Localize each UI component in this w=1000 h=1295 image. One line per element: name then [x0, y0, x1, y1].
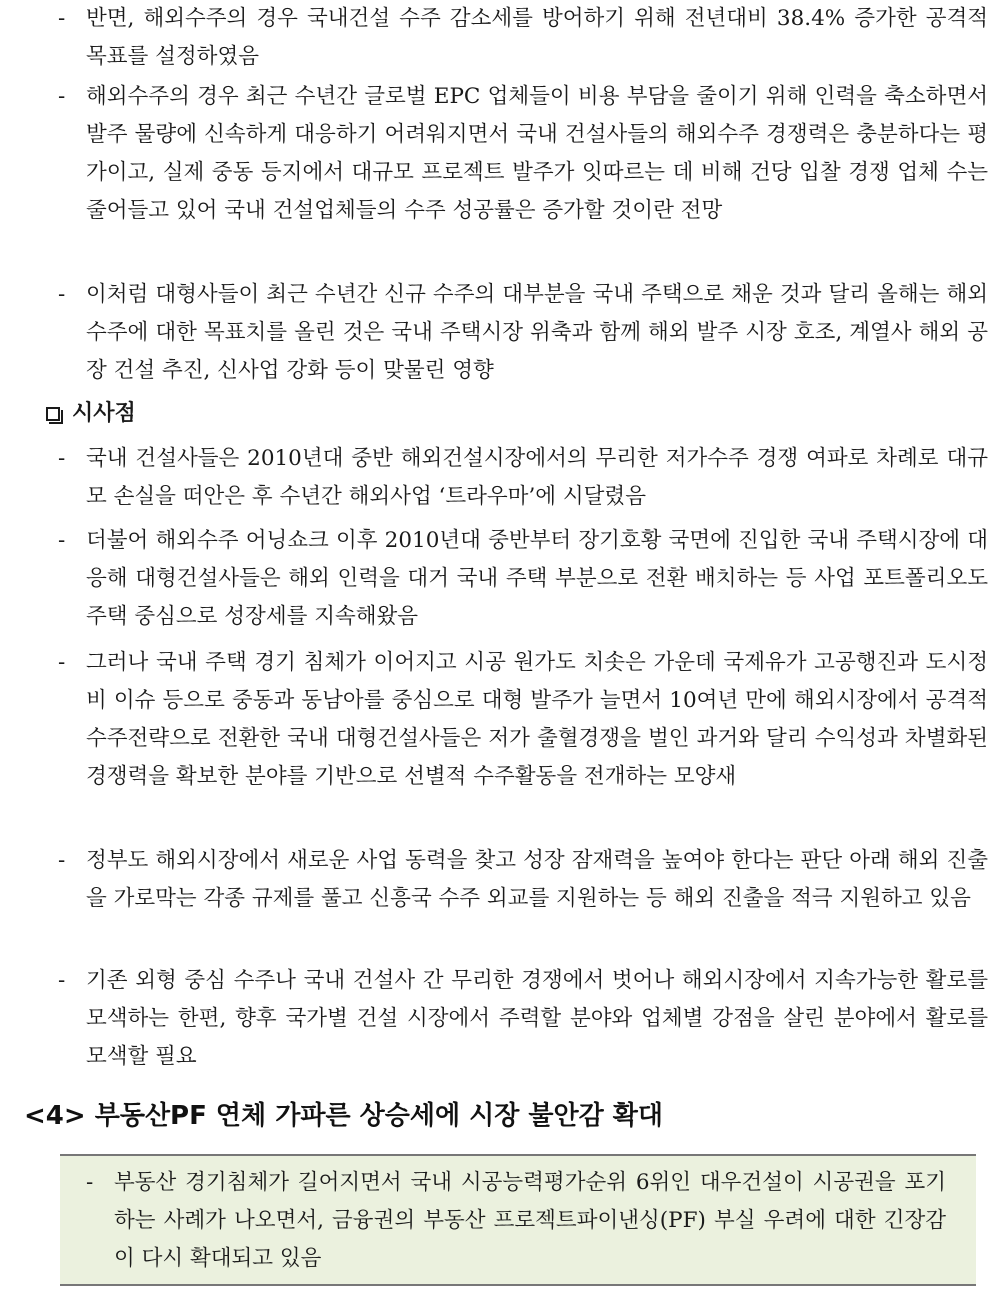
- bullet-dash: -: [58, 848, 66, 873]
- bullet-dash: -: [58, 6, 66, 31]
- chapter-heading: <4> 부동산PF 연체 가파른 상승세에 시장 불안감 확대: [24, 1101, 664, 1131]
- bullet-government-support: [58, 842, 988, 918]
- section-title: 시사점: [72, 401, 136, 426]
- bullet-text: 부동산 경기침체가 길어지면서 국내 시공능력평가순위 6위인 대우건설이 시공권을 포기하는 사례가 나오면서, 금융권의 부동산 프로젝트파이낸싱(PF) 부실 우려에 대한 긴장감이 다시 확대되고 있음: [114, 1170, 946, 1271]
- checkbox-square-icon: [46, 407, 60, 421]
- bullet-large-firms-shift: [58, 276, 988, 390]
- summary-box: [60, 1154, 976, 1286]
- bullet-text: 그러나 국내 주택 경기 침체가 이어지고 시공 원가도 치솟은 가운데 국제유가 고공행진과 도시정비 이슈 등으로 중동과 동남아를 중심으로 대형 발주가 늘면서 10여년 만에 해외시장에서 공격적 수주전략으로 전환한 국내 대형건설사들은 저가 출혈경쟁을 벌인 과거와 달리 수익성과 차별화된 경쟁력을 확보한 분야를 기반으로 선별적 수주활동을 전개하는 모양새: [86, 650, 988, 789]
- bullet-selective-orders: [58, 644, 988, 796]
- summary-bullet: [86, 1164, 946, 1278]
- bullet-overseas-target: [58, 0, 988, 76]
- bullet-dash: -: [58, 446, 66, 471]
- bullet-dash: -: [58, 282, 66, 307]
- bullet-text: 반면, 해외수주의 경우 국내건설 수주 감소세를 방어하기 위해 전년대비 38.4% 증가한 공격적 목표를 설정하였음: [86, 6, 988, 69]
- bullet-text: 해외수주의 경우 최근 수년간 글로벌 EPC 업체들이 비용 부담을 줄이기 위해 인력을 축소하면서 발주 물량에 신속하게 대응하기 어려워지면서 국내 건설사들의 해외수주 경쟁력은 충분하다는 평가이고, 실제 중동 등지에서 대규모 프로젝트 발주가 잇따르는 데 비해 건당 입찰 경쟁 업체 수는 줄어들고 있어 국내 건설업체들의 수주 성공률은 증가할 것이란 전망: [86, 84, 988, 223]
- bullet-sustainable-path: [58, 962, 988, 1076]
- bullet-text: 정부도 해외시장에서 새로운 사업 동력을 찾고 성장 잠재력을 높여야 한다는 판단 아래 해외 진출을 가로막는 각종 규제를 풀고 신흥국 수주 외교를 지원하는 등 해외 진출을 적극 지원하고 있음: [86, 848, 988, 911]
- bullet-text: 이처럼 대형사들이 최근 수년간 신규 수주의 대부분을 국내 주택으로 채운 것과 달리 올해는 해외 수주에 대한 목표치를 올린 것은 국내 주택시장 위축과 함께 해외 발주 시장 호조, 계열사 해외 공장 건설 추진, 신사업 강화 등이 맞물린 영향: [86, 282, 988, 383]
- bullet-dash: -: [58, 84, 66, 109]
- bullet-dash: -: [86, 1170, 94, 1195]
- bullet-low-price-trauma: [58, 440, 988, 516]
- bullet-text: 국내 건설사들은 2010년대 중반 해외건설시장에서의 무리한 저가수주 경쟁 여파로 차례로 대규모 손실을 떠안은 후 수년간 해외사업 ‘트라우마’에 시달렸음: [86, 446, 988, 509]
- bullet-dash: -: [58, 528, 66, 553]
- bullet-dash: -: [58, 650, 66, 675]
- bullet-housing-portfolio: [58, 522, 988, 636]
- bullet-text: 기존 외형 중심 수주나 국내 건설사 간 무리한 경쟁에서 벗어나 해외시장에서 지속가능한 활로를 모색하는 한편, 향후 국가별 건설 시장에서 주력할 분야와 업체별 강점을 살린 분야에서 활로를 모색할 필요: [86, 968, 988, 1069]
- section-heading: [46, 396, 136, 432]
- bullet-dash: -: [58, 968, 66, 993]
- bullet-text: 더불어 해외수주 어닝쇼크 이후 2010년대 중반부터 장기호황 국면에 진입한 국내 주택시장에 대응해 대형건설사들은 해외 인력을 대거 국내 주택 부분으로 전환 배치하는 등 사업 포트폴리오도 주택 중심으로 성장세를 지속해왔음: [86, 528, 988, 629]
- bullet-overseas-competitiveness: [58, 78, 988, 230]
